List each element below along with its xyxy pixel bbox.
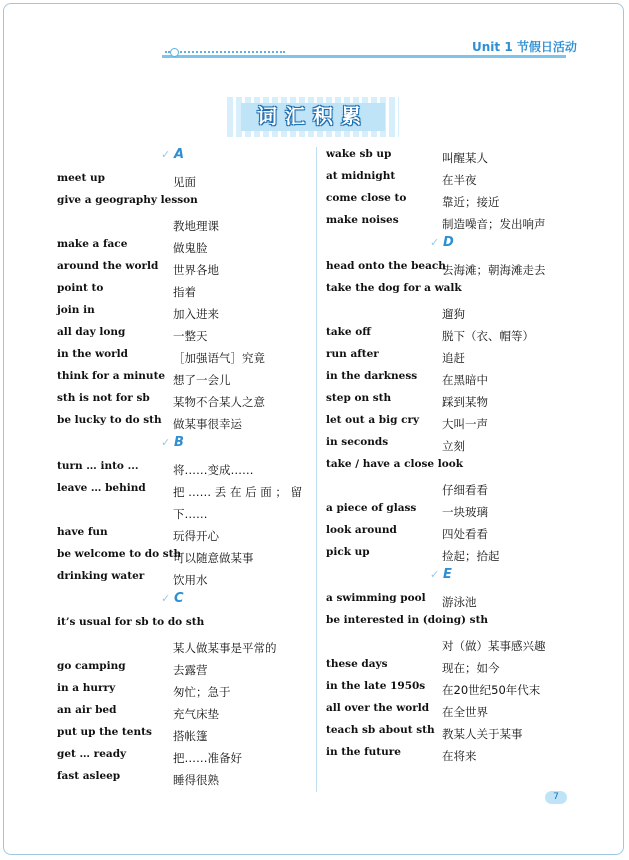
chinese-meaning: 大叫一声 <box>442 417 488 431</box>
vocab-entry <box>57 767 307 789</box>
vocab-entry <box>57 567 307 589</box>
english-phrase: in the future <box>326 746 401 758</box>
vocab-entry <box>326 699 576 721</box>
chinese-meaning: 踩到某物 <box>442 395 488 409</box>
chinese-meaning: 饮用水 <box>173 573 208 587</box>
english-phrase: at midnight <box>326 170 396 182</box>
english-phrase: think for a minute <box>57 370 166 382</box>
vocab-entry <box>326 743 576 765</box>
english-phrase: in seconds <box>326 436 389 448</box>
vocab-entry <box>326 345 576 367</box>
chinese-meaning: 在将来 <box>442 749 477 763</box>
english-phrase: around the world <box>57 260 159 272</box>
section-letter: D <box>443 235 454 250</box>
chinese-meaning: 见面 <box>173 175 196 189</box>
english-phrase: join in <box>57 304 95 316</box>
vocab-entry <box>57 169 307 191</box>
english-phrase: step on sth <box>326 392 392 404</box>
vocab-entry <box>57 745 307 767</box>
check-mark-icon: ✓ <box>430 236 440 249</box>
right-column <box>326 145 576 765</box>
chinese-meaning: 追赶 <box>442 351 465 365</box>
english-phrase: leave … behind <box>57 482 146 494</box>
vocab-entry <box>326 433 576 455</box>
vocab-entry <box>326 257 576 279</box>
chinese-meaning: 遛狗 <box>442 307 465 321</box>
english-phrase: go camping <box>57 660 126 672</box>
vocab-entry <box>326 367 576 389</box>
chinese-meaning: 搭帐篷 <box>173 729 208 743</box>
vocab-entry <box>326 279 576 323</box>
vocab-entry <box>57 389 307 411</box>
vocab-entry <box>57 301 307 323</box>
english-phrase: in the darkness <box>326 370 418 382</box>
english-phrase: make a face <box>57 238 128 250</box>
vocab-entry <box>57 457 307 479</box>
section-heading <box>326 565 576 589</box>
chinese-meaning: 靠近；接近 <box>442 195 500 209</box>
vocab-entry <box>326 145 576 167</box>
chinese-meaning: 把……准备好 <box>173 751 242 765</box>
vocab-entry <box>57 723 307 745</box>
chinese-meaning: ［加强语气］究竟 <box>173 351 265 365</box>
vocab-entry <box>326 389 576 411</box>
section-heading <box>326 233 576 257</box>
vocab-entry <box>326 721 576 743</box>
chinese-meaning: 世界各地 <box>173 263 219 277</box>
vocab-entry <box>57 479 307 523</box>
english-phrase: have fun <box>57 526 108 538</box>
vocab-entry <box>326 543 576 565</box>
banner-title: 词汇积累 <box>257 104 369 128</box>
chinese-meaning: 在20世纪50年代末 <box>442 683 541 697</box>
vocab-entry <box>57 279 307 301</box>
chinese-meaning: 指着 <box>173 285 196 299</box>
vocab-entry <box>57 523 307 545</box>
english-phrase: sth is not for sb <box>57 392 150 404</box>
header-dotted-line <box>165 51 285 53</box>
english-phrase: be welcome to do sth <box>57 548 182 560</box>
check-mark-icon: ✓ <box>161 436 171 449</box>
chinese-meaning: 做某事很幸运 <box>173 417 242 431</box>
english-phrase: fast asleep <box>57 770 121 782</box>
vocab-entry <box>326 455 576 499</box>
english-phrase: a piece of glass <box>326 502 417 514</box>
chinese-meaning: 教地理课 <box>173 219 219 233</box>
vocab-entry <box>326 189 576 211</box>
chinese-meaning: 对（做）某事感兴趣 <box>442 639 546 653</box>
chinese-meaning: 捡起；拾起 <box>442 549 500 563</box>
english-phrase: make noises <box>326 214 399 226</box>
chinese-meaning: 四处看看 <box>442 527 488 541</box>
check-mark-icon: ✓ <box>161 148 171 161</box>
chinese-meaning: 制造噪音；发出响声 <box>442 217 546 231</box>
english-phrase: in a hurry <box>57 682 116 694</box>
header-circle-icon <box>170 48 179 57</box>
english-phrase: head onto the beach <box>326 260 446 272</box>
vocab-entry <box>57 545 307 567</box>
section-letter: E <box>443 567 452 582</box>
english-phrase: an air bed <box>57 704 117 716</box>
english-phrase: all day long <box>57 326 126 338</box>
column-divider <box>316 147 317 792</box>
chinese-meaning: 在半夜 <box>442 173 477 187</box>
english-phrase: teach sb about sth <box>326 724 435 736</box>
chinese-meaning: 一整天 <box>173 329 208 343</box>
chinese-meaning: 可以随意做某事 <box>173 551 254 565</box>
english-phrase: in the late 1950s <box>326 680 426 692</box>
vocab-entry <box>57 323 307 345</box>
chinese-meaning: 匆忙；急于 <box>173 685 231 699</box>
vocab-entry <box>326 611 576 655</box>
chinese-meaning: 现在；如今 <box>442 661 500 675</box>
english-phrase: drinking water <box>57 570 145 582</box>
english-phrase: let out a big cry <box>326 414 420 426</box>
chinese-meaning: 玩得开心 <box>173 529 219 543</box>
section-banner <box>227 97 399 137</box>
vocab-entry <box>326 655 576 677</box>
chinese-meaning: 游泳池 <box>442 595 477 609</box>
vocab-entry <box>57 411 307 433</box>
english-phrase: all over the world <box>326 702 430 714</box>
english-phrase: point to <box>57 282 104 294</box>
vocab-entry <box>326 411 576 433</box>
chinese-meaning: 仔细看看 <box>442 483 488 497</box>
vocab-entry <box>57 257 307 279</box>
unit-title: Unit 1 节假日活动 <box>472 40 577 54</box>
vocab-entry <box>57 367 307 389</box>
chinese-meaning: 充气床垫 <box>173 707 219 721</box>
header-rule <box>162 55 566 58</box>
english-phrase: these days <box>326 658 388 670</box>
chinese-meaning: 在黑暗中 <box>442 373 488 387</box>
vocab-entry <box>57 191 307 235</box>
vocab-entry <box>326 589 576 611</box>
english-phrase: turn … into ... <box>57 460 139 472</box>
chinese-meaning: 脱下（衣、帽等） <box>442 329 534 343</box>
left-column <box>57 145 307 789</box>
chinese-meaning: 某物不合某人之意 <box>173 395 265 409</box>
chinese-meaning: 把 …… 丢 在 后 面 ； 留下…… <box>173 485 303 521</box>
chinese-meaning: 想了一会儿 <box>173 373 231 387</box>
english-phrase: give a geography lesson <box>57 194 198 206</box>
vocab-entry <box>57 345 307 367</box>
vocab-entry <box>326 499 576 521</box>
english-phrase: be lucky to do sth <box>57 414 162 426</box>
section-heading <box>57 589 307 613</box>
check-mark-icon: ✓ <box>161 592 171 605</box>
section-letter: B <box>174 435 184 450</box>
english-phrase: look around <box>326 524 397 536</box>
page-number: 7 <box>545 791 567 804</box>
english-phrase: take the dog for a walk <box>326 282 462 294</box>
english-phrase: come close to <box>326 192 407 204</box>
chinese-meaning: 教某人关于某事 <box>442 727 523 741</box>
vocab-entry <box>57 679 307 701</box>
section-heading <box>57 433 307 457</box>
chinese-meaning: 睡得很熟 <box>173 773 219 787</box>
chinese-meaning: 叫醒某人 <box>442 151 488 165</box>
vocab-entry <box>57 701 307 723</box>
vocab-entry <box>326 521 576 543</box>
vocab-entry <box>57 613 307 657</box>
check-mark-icon: ✓ <box>430 568 440 581</box>
english-phrase: a swimming pool <box>326 592 426 604</box>
english-phrase: put up the tents <box>57 726 152 738</box>
chinese-meaning: 去露营 <box>173 663 208 677</box>
chinese-meaning: 某人做某事是平常的 <box>173 641 277 655</box>
vocab-entry <box>326 323 576 345</box>
section-heading <box>57 145 307 169</box>
vocab-entry <box>326 677 576 699</box>
vocab-entry <box>326 167 576 189</box>
chinese-meaning: 做鬼脸 <box>173 241 208 255</box>
english-phrase: meet up <box>57 172 105 184</box>
vocab-entry <box>326 211 576 233</box>
english-phrase: get … ready <box>57 748 127 760</box>
english-phrase: take / have a close look <box>326 458 463 470</box>
section-letter: C <box>174 591 184 606</box>
chinese-meaning: 立刻 <box>442 439 465 453</box>
english-phrase: pick up <box>326 546 370 558</box>
english-phrase: it’s usual for sb to do sth <box>57 616 205 628</box>
chinese-meaning: 将……变成…… <box>173 463 254 477</box>
chinese-meaning: 在全世界 <box>442 705 488 719</box>
chinese-meaning: 加入进来 <box>173 307 219 321</box>
english-phrase: wake sb up <box>326 148 392 160</box>
section-letter: A <box>174 147 185 162</box>
chinese-meaning: 一块玻璃 <box>442 505 488 519</box>
vocab-entry <box>57 657 307 679</box>
chinese-meaning: 去海滩；朝海滩走去 <box>442 263 546 277</box>
english-phrase: in the world <box>57 348 129 360</box>
vocab-entry <box>57 235 307 257</box>
english-phrase: be interested in (doing) sth <box>326 614 489 626</box>
english-phrase: run after <box>326 348 379 360</box>
english-phrase: take off <box>326 326 371 338</box>
